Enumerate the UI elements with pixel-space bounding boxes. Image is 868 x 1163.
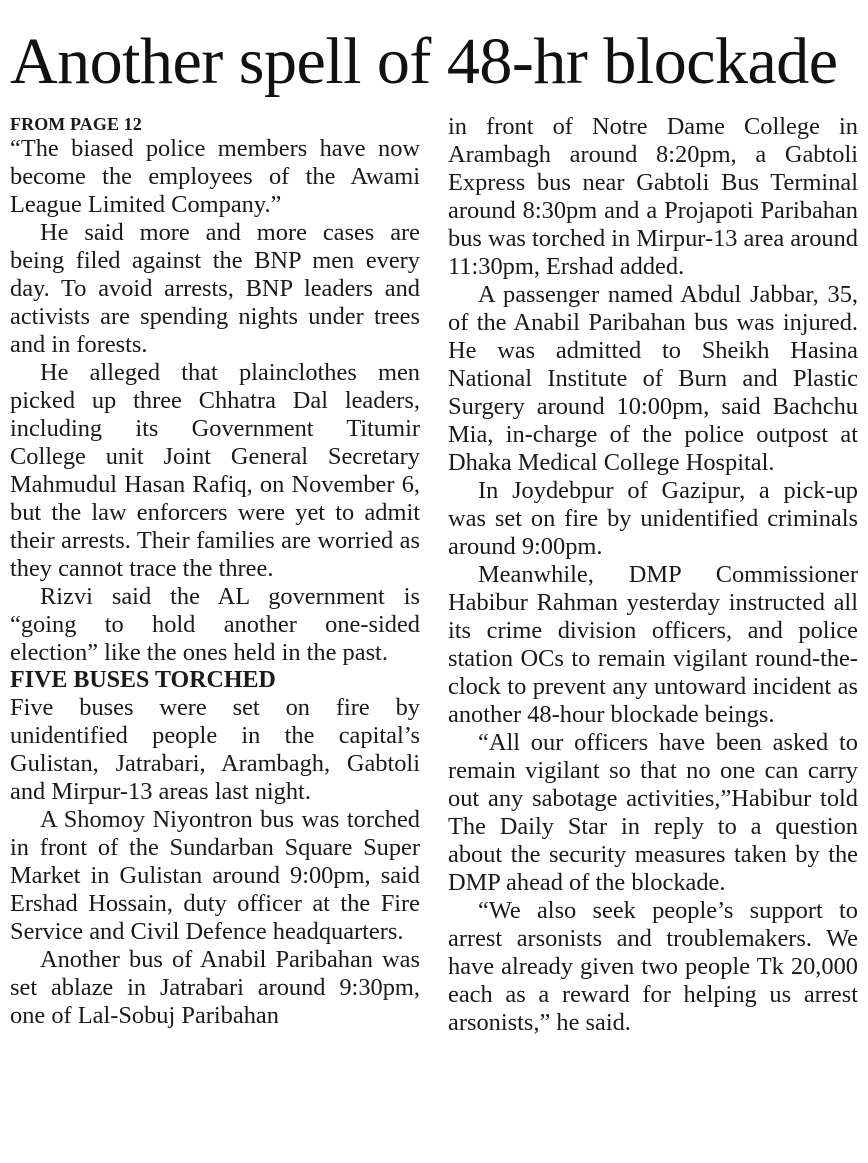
paragraph: A passenger named Abdul Jabbar, 35, of the Anabil Paribahan bus was injured. He was admitted to Sheikh Hasina National Institute of Burn and Plastic Surgery around 10:00pm, said Bachchu Mia, in-charge of the police outpost at Dhaka Medical College Hospital.	[448, 281, 858, 476]
paragraph: Another bus of Anabil Paribahan was set ablaze in Jatrabari around 9:30pm, one of Lal-Sobuj Paribahan	[10, 946, 420, 1029]
article-column-right	[448, 113, 858, 1037]
paragraph: A Shomoy Niyontron bus was torched in front of the Sundarban Square Super Market in Gulistan around 9:00pm, said Ershad Hossain, duty officer at the Fire Service and Civil Defence headquarters.	[10, 806, 420, 945]
paragraph: “The biased police members have now become the employees of the Awami League Limited Company.”	[10, 135, 420, 218]
continued-from-label: FROM PAGE 12	[10, 114, 142, 134]
paragraph: “All our officers have been asked to remain vigilant so that no one can carry out any sabotage activities,”Habibur told The Daily Star in reply to a question about the security measures taken by the DMP ahead of the blockade.	[448, 729, 858, 896]
paragraph: He alleged that plainclothes men picked up three Chhatra Dal leaders, including its Government Titumir College unit Joint General Secretary Mahmudul Hasan Rafiq, on November 6, but the law enforcers were yet to admit their arrests. Their families are worried as they cannot trace the three.	[10, 359, 420, 582]
paragraph: in front of Notre Dame College in Arambagh around 8:20pm, a Gabtoli Express bus near Gabtoli Bus Terminal around 8:30pm and a Projapoti Paribahan bus was torched in Mirpur-13 area around 11:30pm, Ershad added.	[448, 113, 858, 280]
article-column-left	[10, 113, 420, 1030]
paragraph: Meanwhile, DMP Commissioner Habibur Rahman yesterday instructed all its crime division officers, and police station OCs to remain vigilant round-the-clock to prevent any untoward incident as another 48-hour blockade beings.	[448, 561, 858, 728]
headline: Another spell of 48-hr blockade	[10, 25, 838, 98]
paragraph: He said more and more cases are being filed against the BNP men every day. To avoid arrests, BNP leaders and activists are spending nights under trees and in forests.	[10, 219, 420, 358]
subhead: FIVE BUSES TORCHED	[10, 667, 276, 693]
paragraph: “We also seek people’s support to arrest arsonists and troublemakers. We have already given two people Tk 20,000 each as a reward for helping us arrest arsonists,” he said.	[448, 897, 858, 1036]
paragraph: In Joydebpur of Gazipur, a pick-up was set on fire by unidentified criminals around 9:00pm.	[448, 477, 858, 560]
paragraph: Rizvi said the AL government is “going to hold another one-sided election” like the ones held in the past.	[10, 583, 420, 666]
paragraph: Five buses were set on fire by unidentified people in the capital’s Gulistan, Jatrabari, Arambagh, Gabtoli and Mirpur-13 areas last night.	[10, 694, 420, 805]
